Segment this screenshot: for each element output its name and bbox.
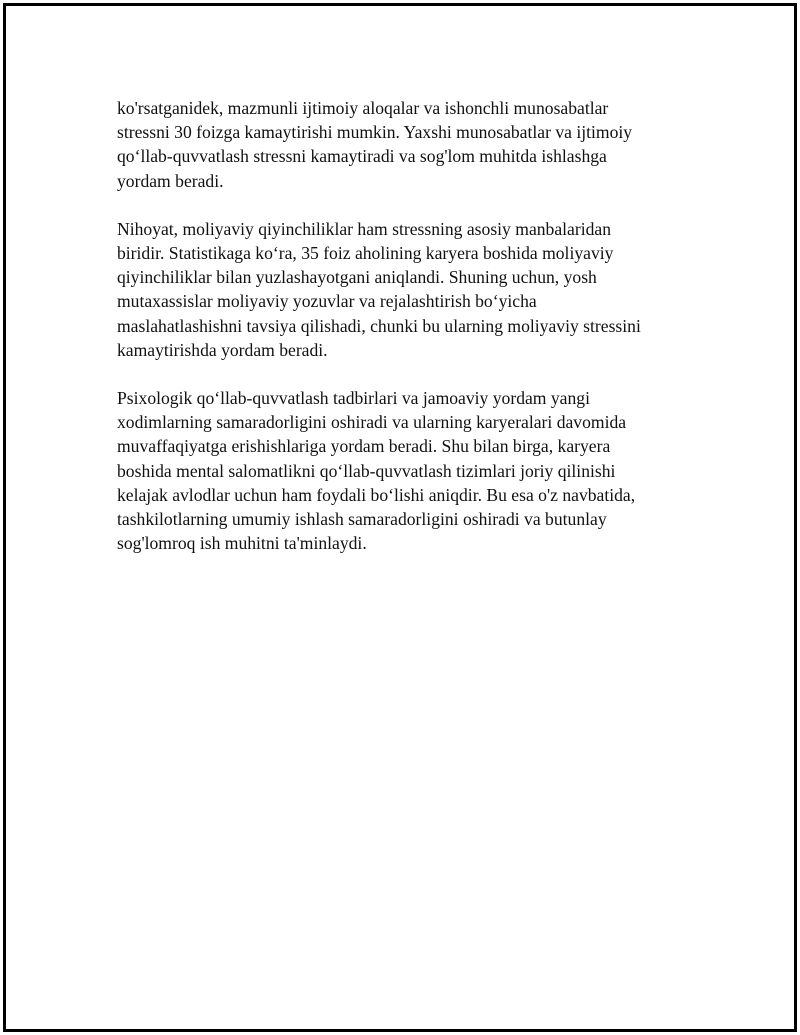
paragraph-psychological-support: Psixologik qo‘llab-quvvatlash tadbirlari va jamoaviy yordam yangi xodimlarning samaradorligini oshiradi va ularning karyeralari davomida muvaffaqiyatga erishishlariga yordam beradi. Shu bilan birga, karyera boshida mental salomatlikni qo‘llab-quvvatlash tizimlari joriy qilinishi kelajak avlodlar uchun ham foydali bo‘lishi aniqdir. Bu esa o'z navbatida, tashkilotlarning umumiy ishlash samaradorligini oshiradi va butunlay sog'lomroq ish muhitni ta'minlaydi.: [117, 388, 636, 554]
document-page: [3, 3, 797, 1032]
paragraph-social-support: ko'rsatganidek, mazmunli ijtimoiy aloqalar va ishonchli munosabatlar stressni 30 foizga kamaytirishi mumkin. Yaxshi munosabatlar va ijtimoiy qo‘llab-quvvatlash stressni kamaytiradi va sog'lom muhitda ishlashga yordam beradi.: [117, 98, 633, 191]
document-body: [117, 96, 687, 579]
paragraph-financial-stress: Nihoyat, moliyaviy qiyinchiliklar ham stressning asosiy manbalaridan biridir. Statistikaga ko‘ra, 35 foiz aholining karyera boshida moliyaviy qiyinchiliklar bilan yuzlashayotgani aniqlandi. Shuning uchun, yosh mutaxassislar moliyaviy yozuvlar va rejalashtirish bo‘yicha maslahatlashishni tavsiya qilishadi, chunki bu ularning moliyaviy stressini kamaytirishda yordam beradi.: [117, 218, 641, 360]
